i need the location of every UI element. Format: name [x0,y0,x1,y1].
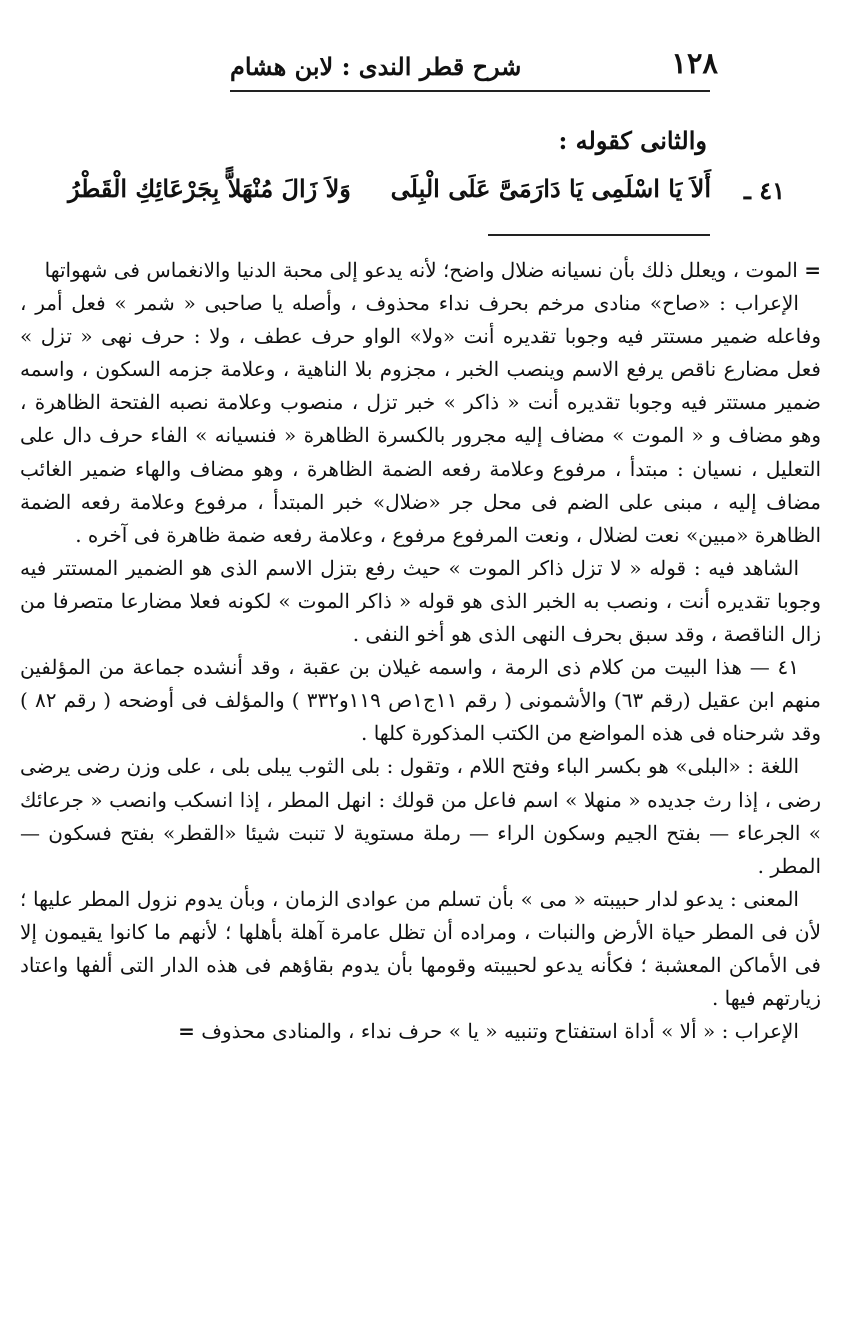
commentary-paragraph: المعنى : يدعو لدار حبيبته « مى » بأن تسلم من عوادى الزمان ، وبأن يدوم نزول المطر عليها ؛ لأن فى المطر حياة الأرض والنبات ، ومراده أن تظل عامرة آهلة بأهلها ؛ لأنهم ما كانوا يقيمون إلا فى الأماكن المعشبة ؛ فكأنه يدعو لحبيبته وقومها بأن يدوم بقاؤهم فى هذه الدار التى ألفها واعتاد زيارتهم فيها . [20,886,821,1011]
commentary-text: الإعراب : « ألا » أداة استفتاح وتنبيه « يا » حرف نداء ، والمنادى محذوف [201,1019,799,1044]
footnote-separator [488,234,710,236]
verse-second-hemistich: وَلاَ زَالَ مُنْهَلاًّ بِجَرْعَائِكِ الْقَطْرُ [68,174,351,203]
commentary-paragraph: الإعراب : «صاح» منادى مرخم بحرف نداء محذوف ، وأصله يا صاحبى « شمر » فعل أمر ، وفاعله ضمير مستتر فيه وجوبا تقديره أنت «ولا» الواو حرف عطف ، ولا : حرف نهى « تزل » فعل مضارع ناقص يرفع الاسم وينصب الخبر ، مجزوم بلا الناهية ، وعلامة جزمه السكون ، واسمه ضمير مستتر فيه وجوبا تقديره أنت « ذاكر » خبر تزل ، منصوب وعلامة نصبه الفتحة الظاهرة ، وهو مضاف و « الموت » مضاف إليه مجرور بالكسرة الظاهرة « فنسيانه » الفاء حرف دال على التعليل ، نسيان : مبتدأ ، مرفوع وعلامة رفعه الضمة الظاهرة ، وهو مضاف والهاء ضمير الغائب مضاف إليه ، مبنى على الضم فى محل جر «ضلال» خبر المبتدأ ، مرفوع وعلامة رفعه الضمة الظاهرة «مبين» نعت لضلال ، ونعت المرفوع مرفوع ، وعلامة رفعه ضمة ظاهرة فى آخره . [20,291,821,547]
running-title: شرح قطر الندى : لابن هشام [230,52,522,81]
commentary-paragraph: ٤١ — هذا البيت من كلام ذى الرمة ، واسمه غيلان بن عقبة ، وقد أنشده جماعة من المؤلفين منهم ابن عقيل (رقم ٦٣) والأشمونى ( رقم ١١ج١ص ١١٩و٣٣٢ ) والمؤلف فى أوضحه ( رقم ٨٢ ) وقد شرحناه فى هذه المواضع من الكتب المذكورة كلها . [20,655,821,746]
page-number: ١٢٨ [671,46,718,80]
verse-intro: والثانى كقوله : [558,126,707,155]
commentary-paragraph: الشاهد فيه : قوله « لا تزل ذاكر الموت » حيث رفع بتزل الاسم الذى هو الضمير المستتر فيه وجوبا تقديره أنت ، ونصب به الخبر الذى هو قوله « ذاكر الموت » لكونه فعلا مضارعا متصرفا من زال الناقصة ، وقد سبق بحرف النهى الذى هو أخو النفى . [20,555,822,647]
page-header [230,44,718,90]
continuation-mark: = [178,1019,195,1044]
poetry-verse [68,170,785,220]
verse-first-hemistich: أَلاَ يَا اسْلَمِى يَا دَارَمَىَّ عَلَى الْبِلَى [390,174,711,203]
commentary-paragraph [20,254,821,287]
commentary-paragraph [20,1015,821,1048]
verse-number: ٤١ ـ [743,176,785,205]
continuation-mark: = [804,258,821,282]
header-rule [230,90,710,92]
commentary-text: الموت ، ويعلل ذلك بأن نسيانه ضلال واضح؛ لأنه يدعو إلى محبة الدنيا والانغماس فى شهواتها [44,258,798,282]
commentary-paragraph: اللغة : «البلى» هو بكسر الباء وفتح اللام ، وتقول : بلى الثوب يبلى بلى ، على وزن رضى يرضى رضى ، إذا رث جديده « منهلا » اسم فاعل من قولك : انهل المطر ، إذا انسكب وانصب « جرعائك » الجرعاء — بفتح الجيم وسكون الراء — رملة مستوية لا تنبت شيئا «القطر» بفتح فسكون — المطر . [20,754,821,878]
footnote-commentary [20,254,821,1048]
